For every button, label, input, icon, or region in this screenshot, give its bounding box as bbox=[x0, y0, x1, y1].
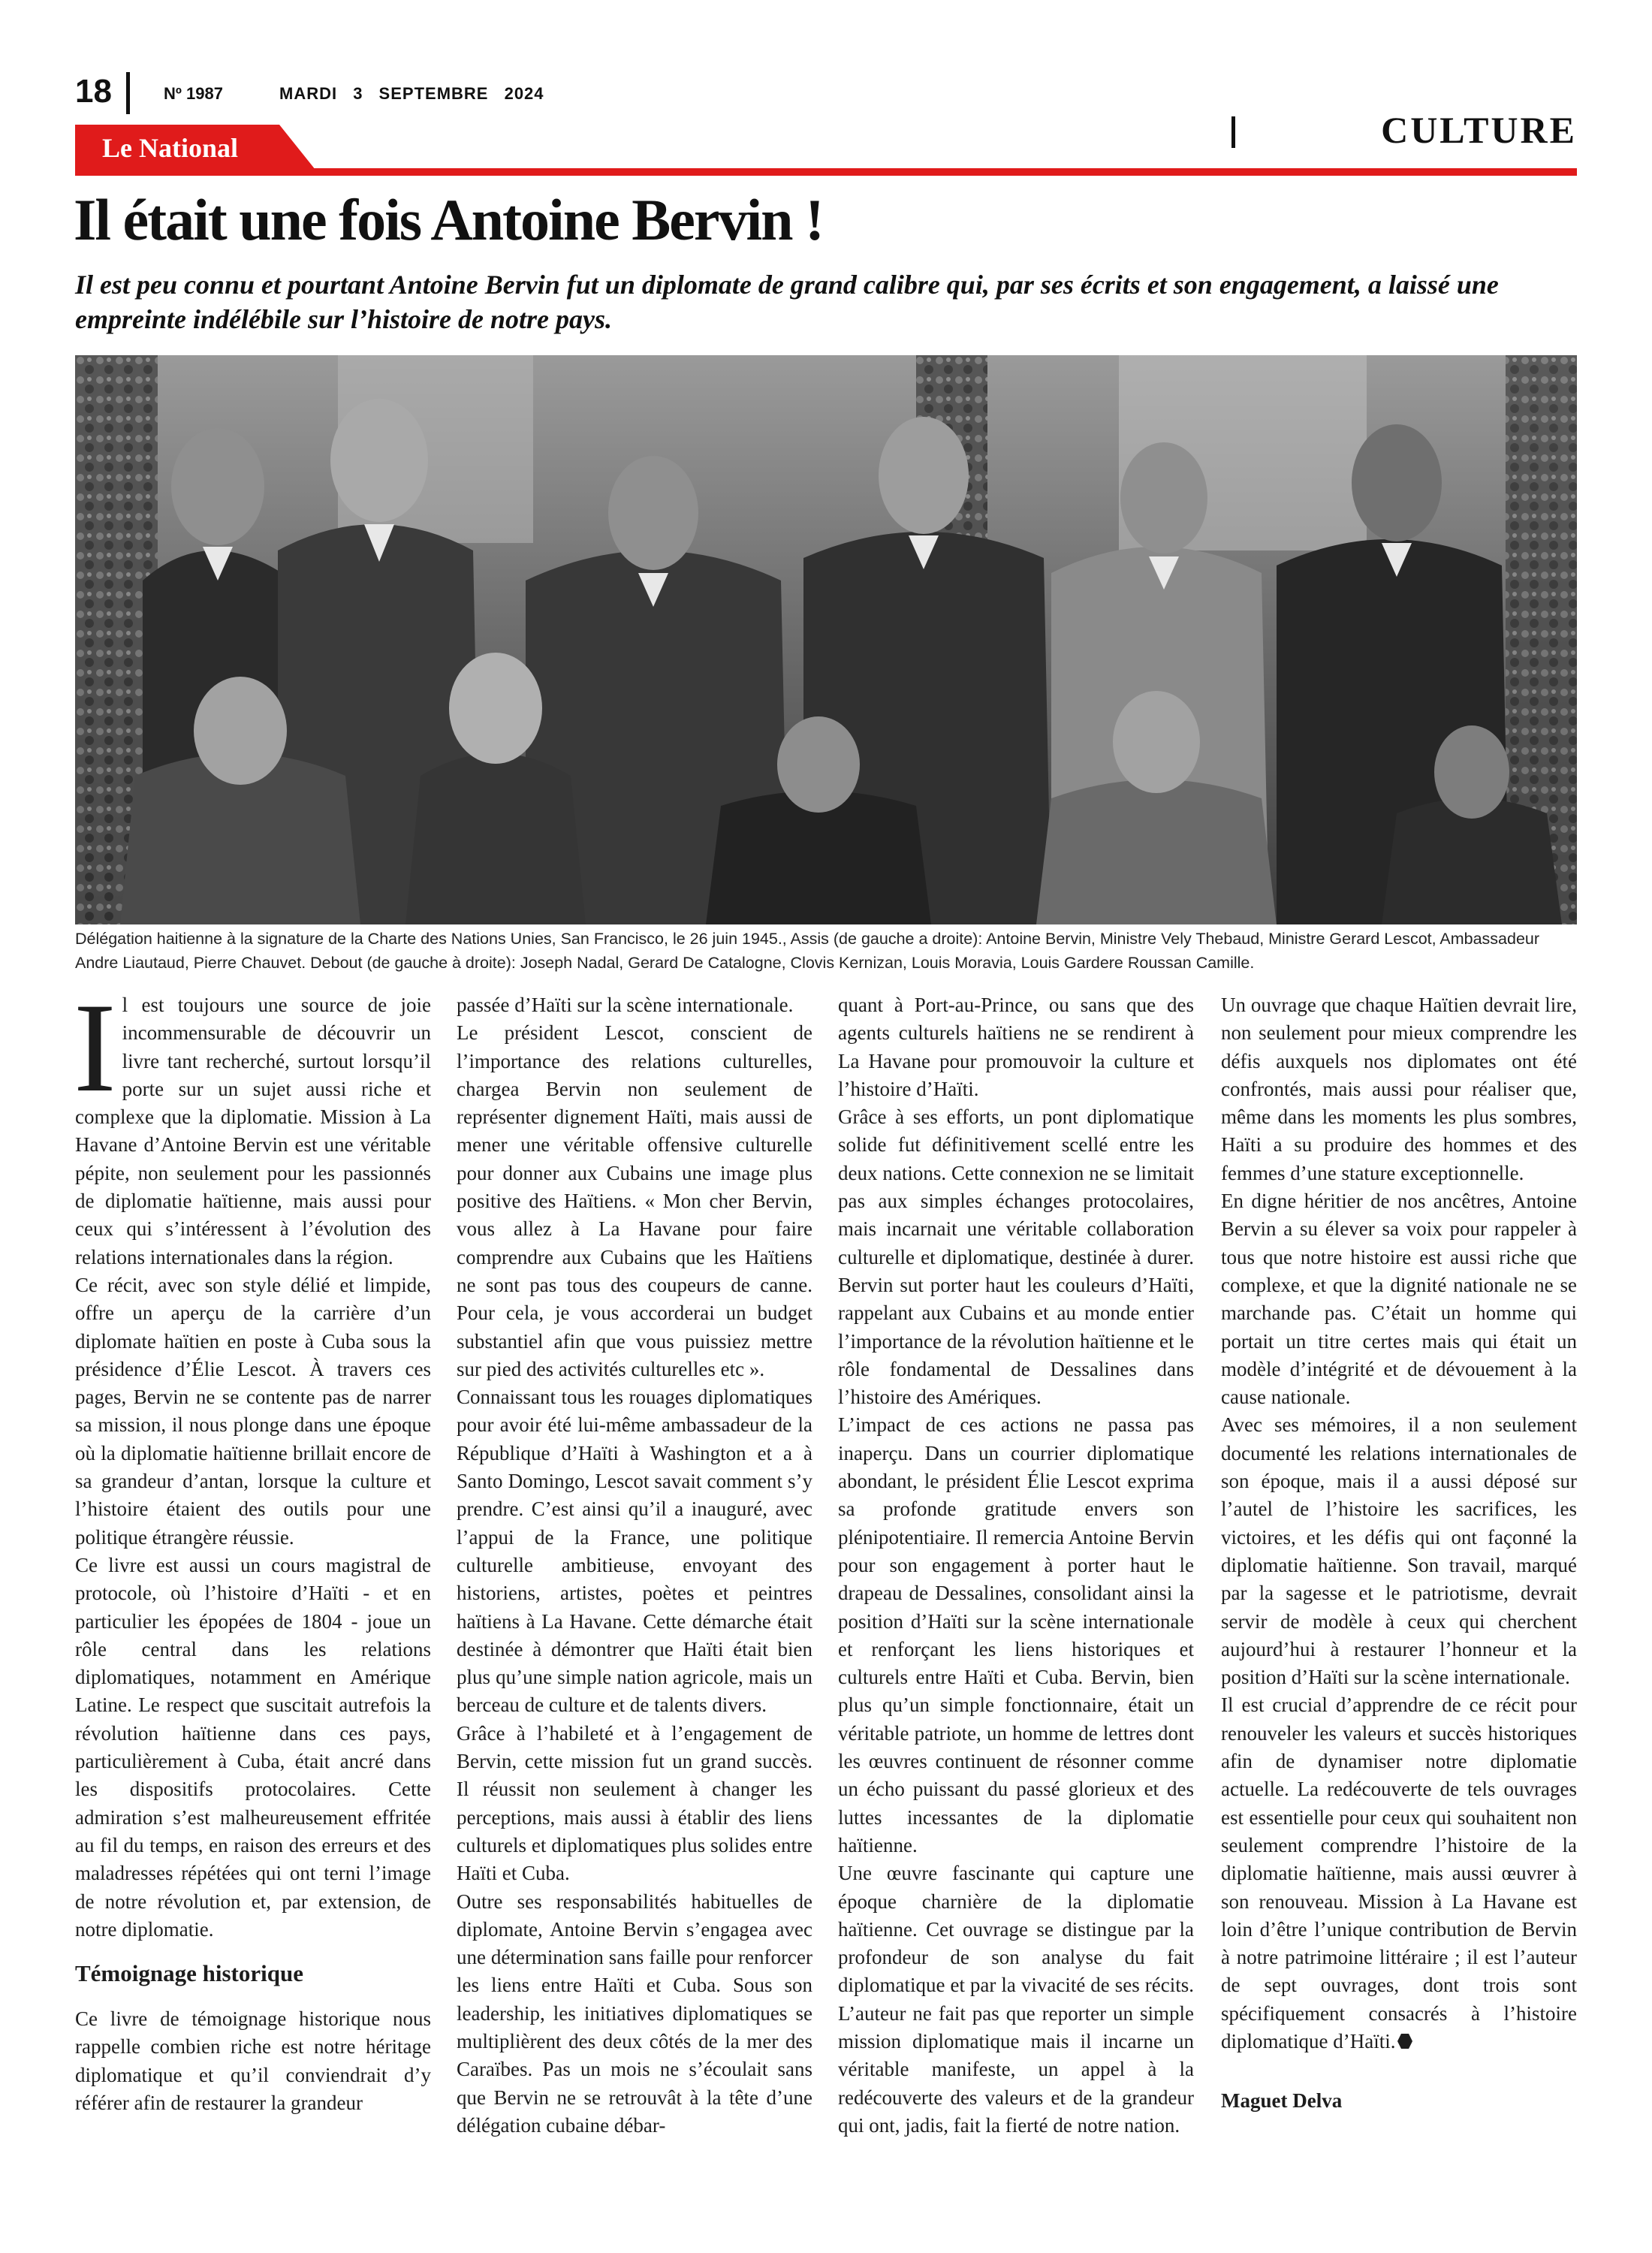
article-column-3 bbox=[838, 991, 1194, 2140]
group-photo bbox=[75, 355, 1577, 924]
page-number: 18 bbox=[75, 73, 112, 110]
paragraph: passée d’Haïti sur la scène internationale. bbox=[457, 994, 794, 1016]
article-column-2 bbox=[457, 991, 812, 2140]
paragraph: Connaissant tous les rouages diplomatiques pour avoir été lui-même ambassadeur de la République d’Haïti à Washington et a à Santo Domingo, Lescot savait comment s’y prendre. C’est ainsi qu’il a inauguré, avec l’appui de la France, une politique culturelle ambitieuse, envoyant des historiens, artistes, poètes et peintres haïtiens à La Havane. Cette démarche était destinée à démontrer que Haïti était bien plus qu’une simple nation agricole, mais un berceau de culture et de talents divers. bbox=[457, 1386, 812, 1717]
group-photo-illustration bbox=[75, 355, 1577, 924]
paragraph: Avec ses mémoires, il a non seulement documenté les relations internationales de son époque, mais il a aussi déposé sur l’autel de l’histoire les sacrifices, les victoires, et les défis qui ont façonné la diplomatie haïtienne. Son travail, marqué par la sagesse et le patriotisme, devrait servir de modèle à ceux qui cherchent aujourd’hui à restaurer l’honneur et la position d’Haïti sur la scène internationale. bbox=[1221, 1413, 1577, 1689]
paragraph: En digne héritier de nos ancêtres, Antoine Bervin a su élever sa voix pour rappeler à tous que notre histoire est aussi riche que complexe, et que la dignité nationale ne se marchande pas. C’était un homme qui portait un titre certes mais qui était un modèle d’intégrité et de dévouement à la cause nationale. bbox=[1221, 1190, 1577, 1409]
end-mark-icon bbox=[1397, 2029, 1413, 2057]
paragraph: Outre ses responsabilités habituelles de diplomate, Antoine Bervin s’engagea avec une détermination sans faille pour renforcer les liens entre Haïti et Cuba. Sous son leadership, les initiatives diplomatiques se multiplièrent des deux côtés de la mer des Caraïbes. Pas un mois ne s’écoulait sans que Bervin ne se retrouvât à la tête d’une délégation cubaine débar- bbox=[457, 1890, 812, 2137]
paragraph: Grâce à ses efforts, un pont diplomatique solide fut définitivement scellé entre les deux nations. Cette connexion ne se limitait pas aux simples échanges protocolaires, mais incarnait une véritable collaboration culturelle et diplomatique, destinée à durer. Bervin sut porter haut les couleurs d’Haïti, rappelant aux Cubains et au monde entier l’importance de la révolution haïtienne et le rôle fondamental de Dessalines dans l’histoire des Amériques. bbox=[838, 1105, 1194, 1409]
paragraph: Ce livre est aussi un cours magistral de protocole, où l’histoire d’Haïti - et en particulier les épopées de 1804 - joue un rôle central dans les relations diplomatiques, notamment en Amérique Latine. Le respect que suscitait autrefois la révolution haïtienne dans ces pays, particulièrement à Cuba, était ancré dans les dispositifs protocolaires. Cette admiration s’est malheureusement effritée au fil du temps, en raison des erreurs et des maladresses répétées qui ont terni l’image de notre révolution et, par extension, de notre diplomatie. bbox=[75, 1553, 431, 1941]
header-red-rule bbox=[75, 168, 1577, 176]
photo-caption: Délégation haitienne à la signature de la Charte des Nations Unies, San Francisco, le 26 juin 1945., Assis (de gauche a droite): Antoine Bervin, Ministre Vely Thebaud, Ministre Gerard Lescot, Ambassadeur Andre Liautaud, Pierre Chauvet. Debout (de gauche à droite): Joseph Nadal, Gerard De Catalogne, Clovis Kernizan, Louis Moravia, Louis Gardere Roussan Camille. bbox=[75, 930, 1540, 972]
paragraph: Ce livre de témoignage historique nous rappelle combien riche est notre héritage diplomatique et qu’il conviendrait d’y référer afin de restaurer la grandeur bbox=[75, 2007, 431, 2114]
author-byline: Maguet Delva bbox=[1221, 2089, 1343, 2113]
paragraph: Un ouvrage que chaque Haïtien devrait lire, non seulement pour mieux comprendre les défis auxquels nos diplomates ont été confrontés, mais aussi pour réaliser que, même dans les moments les plus sombres, Haïti a su produire des hommes et des femmes d’une stature exceptionnelle. bbox=[1221, 994, 1577, 1184]
paragraph bbox=[74, 977, 431, 1271]
paragraph: Une œuvre fascinante qui capture une époque charnière de la diplomatie haïtienne. Cet ouvrage se distingue par la profondeur de son analyse du fait diplomatique et par la vivacité de ses récits. L’auteur ne fait pas que reporter un simple mission diplomatique mais il incarne un véritable manifeste, un appel à la redécouverte des valeurs et de la grandeur qui ont, jadis, fait la fierté de notre nation. bbox=[838, 1862, 1194, 2137]
section-label: CULTURE bbox=[1381, 109, 1577, 151]
paragraph: quant à Port-au-Prince, ou sans que des agents culturels haïtiens ne se rendirent à La Havane pour promouvoir la culture et l’histoire d’Haïti. bbox=[838, 994, 1194, 1100]
paragraph: Grâce à l’habileté et à l’engagement de Bervin, cette mission fut un grand succès. Il réussit non seulement à changer les perceptions, mais aussi à établir des liens culturels et diplomatiques plus solides entre Haïti et Cuba. bbox=[457, 1721, 812, 1885]
newspaper-name: Le National bbox=[102, 133, 239, 163]
paragraph-text: l est toujours une source de joie incommensurable de découvrir un livre tant recherché, surtout lorsqu’il porte sur un sujet aussi riche et complexe que la diplomatie. Mission à La Havane d’Antoine Bervin est une véritable pépite, non seulement pour les passionnés de diplomatie haïtienne, mais aussi pour ceux qui s’intéressent à l’évolution des relations internationales dans la région. bbox=[75, 994, 431, 1268]
article-title: Il était une fois Antoine Bervin ! bbox=[74, 187, 823, 252]
article-column-1 bbox=[74, 977, 431, 2117]
subheading: Témoignage historique bbox=[75, 1960, 303, 1987]
issue-date: MARDI 3 SEPTEMBRE 2024 bbox=[279, 84, 544, 103]
paragraph-text: Il est crucial d’apprendre de ce récit pour renouveler les valeurs et succès historiques afin de dynamiser notre diplomatie actuelle. La redécouverte de tels ouvrages est essentielle pour ceux qui souhaitent non seulement comprendre l’histoire de la diplomatie haïtienne, mais aussi œuvrer à son renouveau. Mission à La Havane est loin d’être l’unique contribution de Bervin à notre patrimoine littéraire ; il est l’auteur de sept ouvrages, dont trois sont spécifiquement consacrés à l’histoire diplomatique d’Haïti. bbox=[1221, 1694, 1577, 2052]
paragraph bbox=[1221, 1691, 1577, 2057]
paragraph: Ce récit, avec son style délié et limpide, offre un aperçu de la carrière d’un diplomate haïtien en poste à Cuba sous la présidence d’Élie Lescot. À travers ces pages, Bervin ne se contente pas de narrer sa mission, il nous plonge dans une époque où la diplomatie haïtienne brillait encore de sa grandeur d’antan, lorsque la culture et l’histoire étaient des outils pour une politique étrangère réussie. bbox=[75, 1273, 431, 1549]
newspaper-brand-tab bbox=[75, 125, 315, 173]
section-divider bbox=[1231, 116, 1235, 148]
article-deck: Il est peu connu et pourtant Antoine Bervin fut un diplomate de grand calibre qui, par ses écrits et son engagement, a laissé une empreinte indélébile sur l’histoire de notre pays. bbox=[75, 270, 1499, 334]
issue-number: Nº 1987 bbox=[164, 84, 223, 103]
page-number-divider bbox=[126, 72, 130, 114]
paragraph: Le président Lescot, conscient de l’importance des relations culturelles, chargea Bervin non seulement de représenter dignement Haïti, mais aussi de mener une véritable offensive culturelle pour donner aux Cubains une image plus positive des Haïtiens. « Mon cher Bervin, vous allez à La Havane pour faire comprendre aux Cubains que les Haïtiens ne sont pas tous des coupeurs de canne. Pour cela, je vous accorderai un budget substantiel afin que vous puissiez mettre sur pied des activités culturelles etc ». bbox=[457, 1021, 812, 1380]
drop-cap: I bbox=[74, 977, 116, 1118]
article-column-4 bbox=[1221, 991, 1577, 2116]
paragraph: L’impact de ces actions ne passa pas inaperçu. Dans un courrier diplomatique abondant, le président Élie Lescot exprima sa profonde gratitude envers son plénipotentiaire. Il remercia Antoine Bervin pour son engagement à porter haut le drapeau de Dessalines, consolidant ainsi la position d’Haïti sur la scène internationale et renforçant les liens historiques et culturels entre Haïti et Cuba. Bervin, bien plus qu’un simple fonctionnaire, était un véritable patriote, un homme de lettres dont les œuvres continuent de résonner comme un écho puissant du passé glorieux et des luttes incessantes de la diplomatie haïtienne. bbox=[838, 1413, 1194, 1856]
